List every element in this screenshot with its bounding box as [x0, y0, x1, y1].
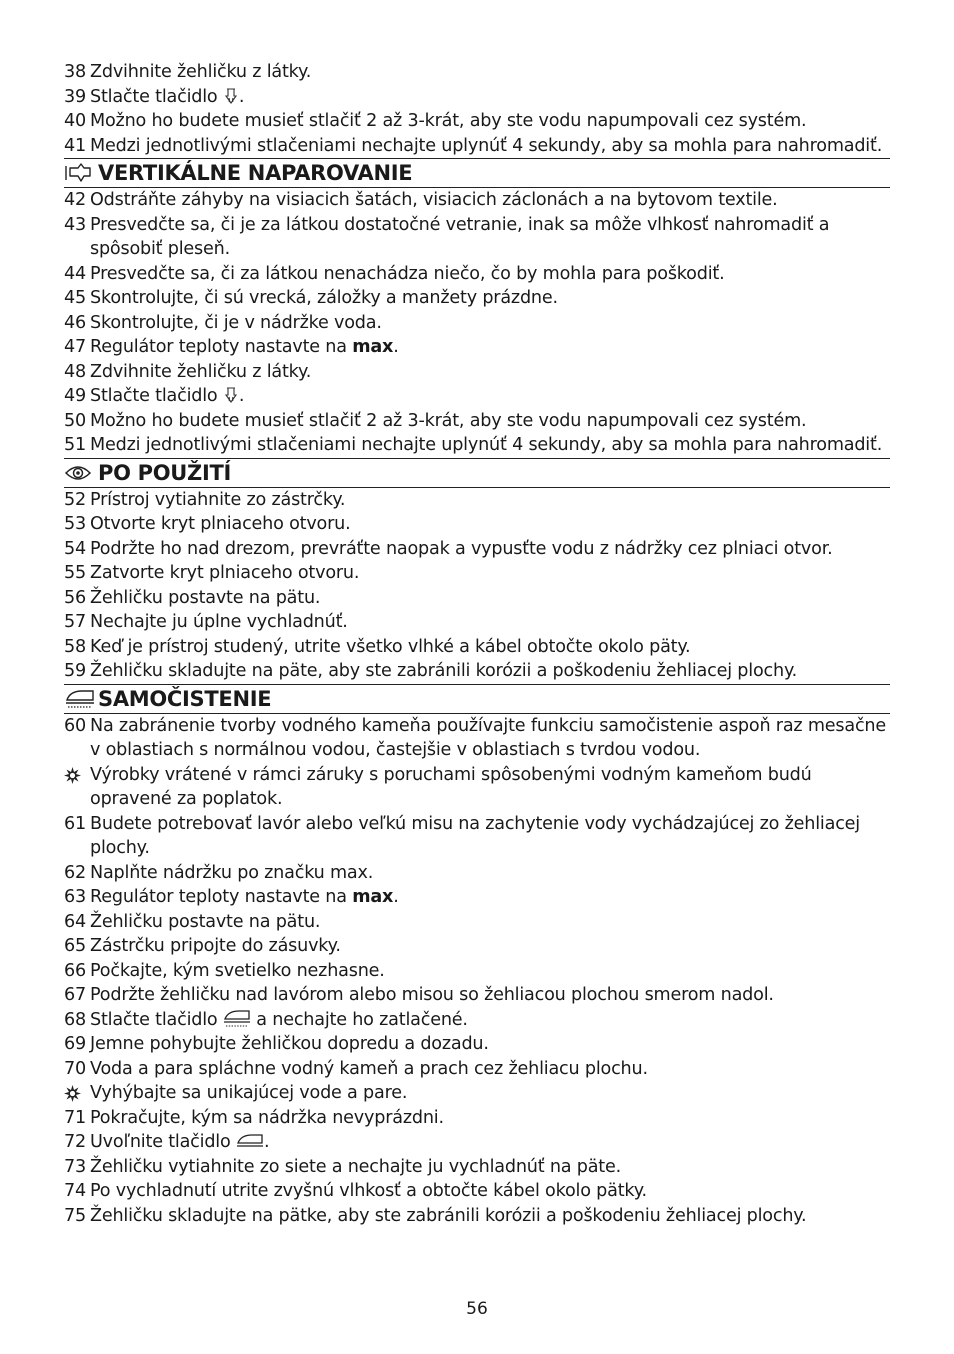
- list-item: [64, 934, 890, 959]
- step-text: Nechajte ju úplne vychladnúť.: [90, 612, 348, 632]
- list-item: [64, 360, 890, 385]
- section-header-vertical-steam: [64, 158, 890, 188]
- step-number: 70: [64, 1058, 86, 1079]
- step-text: Stlačte tlačidlo: [90, 1009, 223, 1030]
- section-header-after-use: [64, 458, 890, 488]
- step-number: 46: [64, 312, 86, 333]
- step-text: Regulátor teploty nastavte na: [90, 887, 353, 907]
- list-item: 72 Uvoľnite tlačidlo .: [64, 1130, 890, 1155]
- step-number: 54: [64, 538, 86, 559]
- step-number: 59: [64, 661, 86, 681]
- list-item: [64, 1179, 890, 1204]
- step-number: 75: [64, 1205, 86, 1226]
- step-number: 62: [64, 862, 86, 883]
- step-number: 45: [64, 288, 86, 308]
- list-item: 39 Stlačte tlačidlo .: [64, 85, 890, 110]
- list-item: [64, 812, 890, 861]
- step-number: 51: [64, 435, 86, 455]
- list-item: [64, 512, 890, 537]
- list-item-warning: [64, 763, 890, 812]
- list-item: [64, 537, 890, 562]
- list-item: [64, 635, 890, 660]
- step-number: 63: [64, 887, 86, 907]
- section-title: PO POUŽITÍ: [98, 460, 232, 485]
- step-text: Zdvihnite žehličku z látky.: [90, 62, 312, 82]
- bold-value: max: [352, 887, 394, 907]
- step-text: Voda a para spláchne vodný kameň a prach cez žehliacu plochu.: [90, 1058, 648, 1079]
- step-text: Naplňte nádržku po značku max.: [90, 862, 374, 883]
- list-item: [64, 1106, 890, 1131]
- step-text: Zástrčku pripojte do zásuvky.: [90, 936, 341, 956]
- step-number: 60: [64, 715, 86, 736]
- step-number: 74: [64, 1181, 86, 1201]
- list-item: [64, 286, 890, 311]
- step-number: 58: [64, 636, 86, 657]
- step-text: Keď je prístroj studený, utrite všetko vlhké a kábel obtočte okolo päty.: [90, 636, 691, 657]
- step-text: Možno ho budete musieť stlačiť 2 až 3-krát, aby ste vodu napumpovali cez systém.: [90, 111, 807, 131]
- list-item: [64, 1155, 890, 1180]
- step-text: Žehličku postavte na pätu.: [90, 911, 321, 932]
- list-item: 47 Regulátor teploty nastavte na max.: [64, 335, 890, 360]
- step-text: Presvedčte sa, či je za látkou dostatočné vetranie, inak sa môže vlhkosť nahromadiť a spôsobiť pleseň.: [90, 214, 830, 259]
- list-item: [64, 311, 890, 336]
- list-item: [64, 959, 890, 984]
- step-number: 61: [64, 813, 86, 834]
- warning-text: Vyhýbajte sa unikajúcej vode a pare.: [90, 1083, 408, 1103]
- warning-star-icon: [64, 767, 81, 784]
- step-text: Presvedčte sa, či za látkou nenachádza niečo, čo by mohla para poškodiť.: [90, 263, 725, 284]
- list-item: [64, 433, 890, 458]
- list-item: [64, 409, 890, 434]
- list-item: [64, 109, 890, 134]
- step-text: Budete potrebovať lavór alebo veľkú misu na zachytenie vody vychádzajúcej zo žehliacej plochy.: [90, 813, 860, 858]
- step-text: Stlačte tlačidlo: [90, 386, 223, 406]
- page-number: 56: [466, 1299, 488, 1319]
- list-item: 63 Regulátor teploty nastavte na max.: [64, 885, 890, 910]
- list-item: 49 Stlačte tlačidlo .: [64, 384, 890, 409]
- step-text: Zdvihnite žehličku z látky.: [90, 361, 312, 382]
- step-text: Uvoľnite tlačidlo: [90, 1132, 236, 1152]
- step-number: 71: [64, 1107, 86, 1128]
- list-item-warning: [64, 1081, 890, 1106]
- list-item: [64, 213, 890, 262]
- list-item: [64, 910, 890, 935]
- step-text: Medzi jednotlivými stlačeniami nechajte uplynúť 4 sekundy, aby sa mohla para nahromadiť.: [90, 135, 883, 156]
- step-number: 66: [64, 960, 86, 981]
- list-item: [64, 861, 890, 886]
- warning-text: Výrobky vrátené v rámci záruky s poruchami spôsobenými vodným kameňom budú opravené za poplatok.: [90, 764, 812, 809]
- list-item: [64, 188, 890, 213]
- list-item: [64, 488, 890, 513]
- step-number: 73: [64, 1156, 86, 1177]
- step-number: 53: [64, 514, 86, 534]
- step-number: 42: [64, 190, 86, 210]
- step-text: Žehličku skladujte na pätke, aby ste zabránili korózii a poškodeniu žehliacej plochy.: [90, 1205, 807, 1226]
- step-text: Otvorte kryt plniaceho otvoru.: [90, 514, 351, 534]
- step-number: 65: [64, 936, 86, 956]
- step-text: Na zabránenie tvorby vodného kameňa používajte funkciu samočistenie aspoň raz mesačne v oblastiach s normálnou vodou, častejšie v oblastiach s tvrdou vodou.: [90, 715, 886, 760]
- step-number: 47: [64, 337, 86, 357]
- step-text: Jemne pohybujte žehličkou dopredu a dozadu.: [90, 1034, 489, 1054]
- step-number: 72: [64, 1132, 86, 1152]
- step-number: 43: [64, 214, 86, 235]
- list-item: [64, 659, 890, 684]
- step-number: 64: [64, 911, 86, 932]
- list-item: [64, 561, 890, 586]
- iron-soleplate-icon: [64, 688, 96, 710]
- step-text: Skontrolujte, či sú vrecká, záložky a manžety prázdne.: [90, 288, 558, 308]
- step-number: 39: [64, 86, 86, 107]
- warning-star-icon: [64, 1085, 81, 1102]
- steam-shot-button-icon: [223, 87, 239, 105]
- step-text: Pokračujte, kým sa nádržka nevyprázdni.: [90, 1107, 444, 1128]
- step-number: 57: [64, 612, 86, 632]
- step-text: Medzi jednotlivými stlačeniami nechajte uplynúť 4 sekundy, aby sa mohla para nahromadiť.: [90, 435, 883, 455]
- self-clean-button-icon: [236, 1132, 264, 1150]
- list-item: [64, 983, 890, 1008]
- step-text: Zatvorte kryt plniaceho otvoru.: [90, 563, 360, 583]
- list-item: [64, 134, 890, 159]
- step-text: Regulátor teploty nastavte na: [90, 337, 353, 357]
- steam-shot-button-icon: [223, 386, 239, 404]
- step-text: Počkajte, kým svetielko nezhasne.: [90, 960, 385, 981]
- step-text: Podržte ho nad drezom, prevráťte naopak a vypusťte vodu z nádržky cez plniaci otvor.: [90, 538, 833, 559]
- step-text: Odstráňte záhyby na visiacich šatách, visiacich záclonách a na bytovom textile.: [90, 190, 778, 210]
- manual-page: [64, 60, 890, 1228]
- step-number: 50: [64, 410, 86, 431]
- step-text: Žehličku vytiahnite zo siete a nechajte ju vychladnúť na päte.: [90, 1156, 622, 1177]
- step-number: 56: [64, 587, 86, 608]
- step-number: 67: [64, 985, 86, 1005]
- step-number: 41: [64, 135, 86, 156]
- step-text: Žehličku skladujte na päte, aby ste zabránili korózii a poškodeniu žehliacej plochy.: [90, 661, 798, 681]
- step-text: Podržte žehličku nad lavórom alebo misou so žehliacou plochou smerom nadol.: [90, 985, 774, 1005]
- list-item: [64, 262, 890, 287]
- bold-value: max: [352, 337, 394, 357]
- list-item: [64, 1204, 890, 1229]
- step-text: Žehličku postavte na pätu.: [90, 587, 321, 608]
- step-number: 52: [64, 489, 86, 510]
- list-item: [64, 1032, 890, 1057]
- step-text: Prístroj vytiahnite zo zástrčky.: [90, 489, 346, 510]
- step-text: Možno ho budete musieť stlačiť 2 až 3-krát, aby ste vodu napumpovali cez systém.: [90, 410, 807, 431]
- list-item: 68 Stlačte tlačidlo a nechajte ho zatlačené.: [64, 1008, 890, 1033]
- self-clean-button-icon: [223, 1008, 251, 1028]
- eye-icon: [64, 463, 92, 483]
- list-item: [64, 714, 890, 763]
- list-item: [64, 586, 890, 611]
- step-text: Stlačte tlačidlo: [90, 86, 223, 107]
- step-text: Po vychladnutí utrite zvyšnú vlhkosť a obtočte kábel okolo pätky.: [90, 1181, 647, 1201]
- list-item: [64, 610, 890, 635]
- section-header-self-clean: [64, 684, 890, 714]
- step-number: 49: [64, 386, 86, 406]
- section-title: VERTIKÁLNE NAPAROVANIE: [98, 161, 413, 185]
- step-text: Skontrolujte, či je v nádržke voda.: [90, 312, 382, 333]
- step-number: 44: [64, 263, 86, 284]
- list-item: [64, 60, 890, 85]
- hand-pointing-icon: [64, 162, 92, 184]
- step-number: 48: [64, 361, 86, 382]
- step-number: 40: [64, 111, 86, 131]
- section-title: SAMOČISTENIE: [98, 686, 272, 711]
- list-item: [64, 1057, 890, 1082]
- step-number: 55: [64, 563, 86, 583]
- step-number: 68: [64, 1009, 86, 1030]
- step-number: 38: [64, 62, 86, 82]
- step-number: 69: [64, 1034, 86, 1054]
